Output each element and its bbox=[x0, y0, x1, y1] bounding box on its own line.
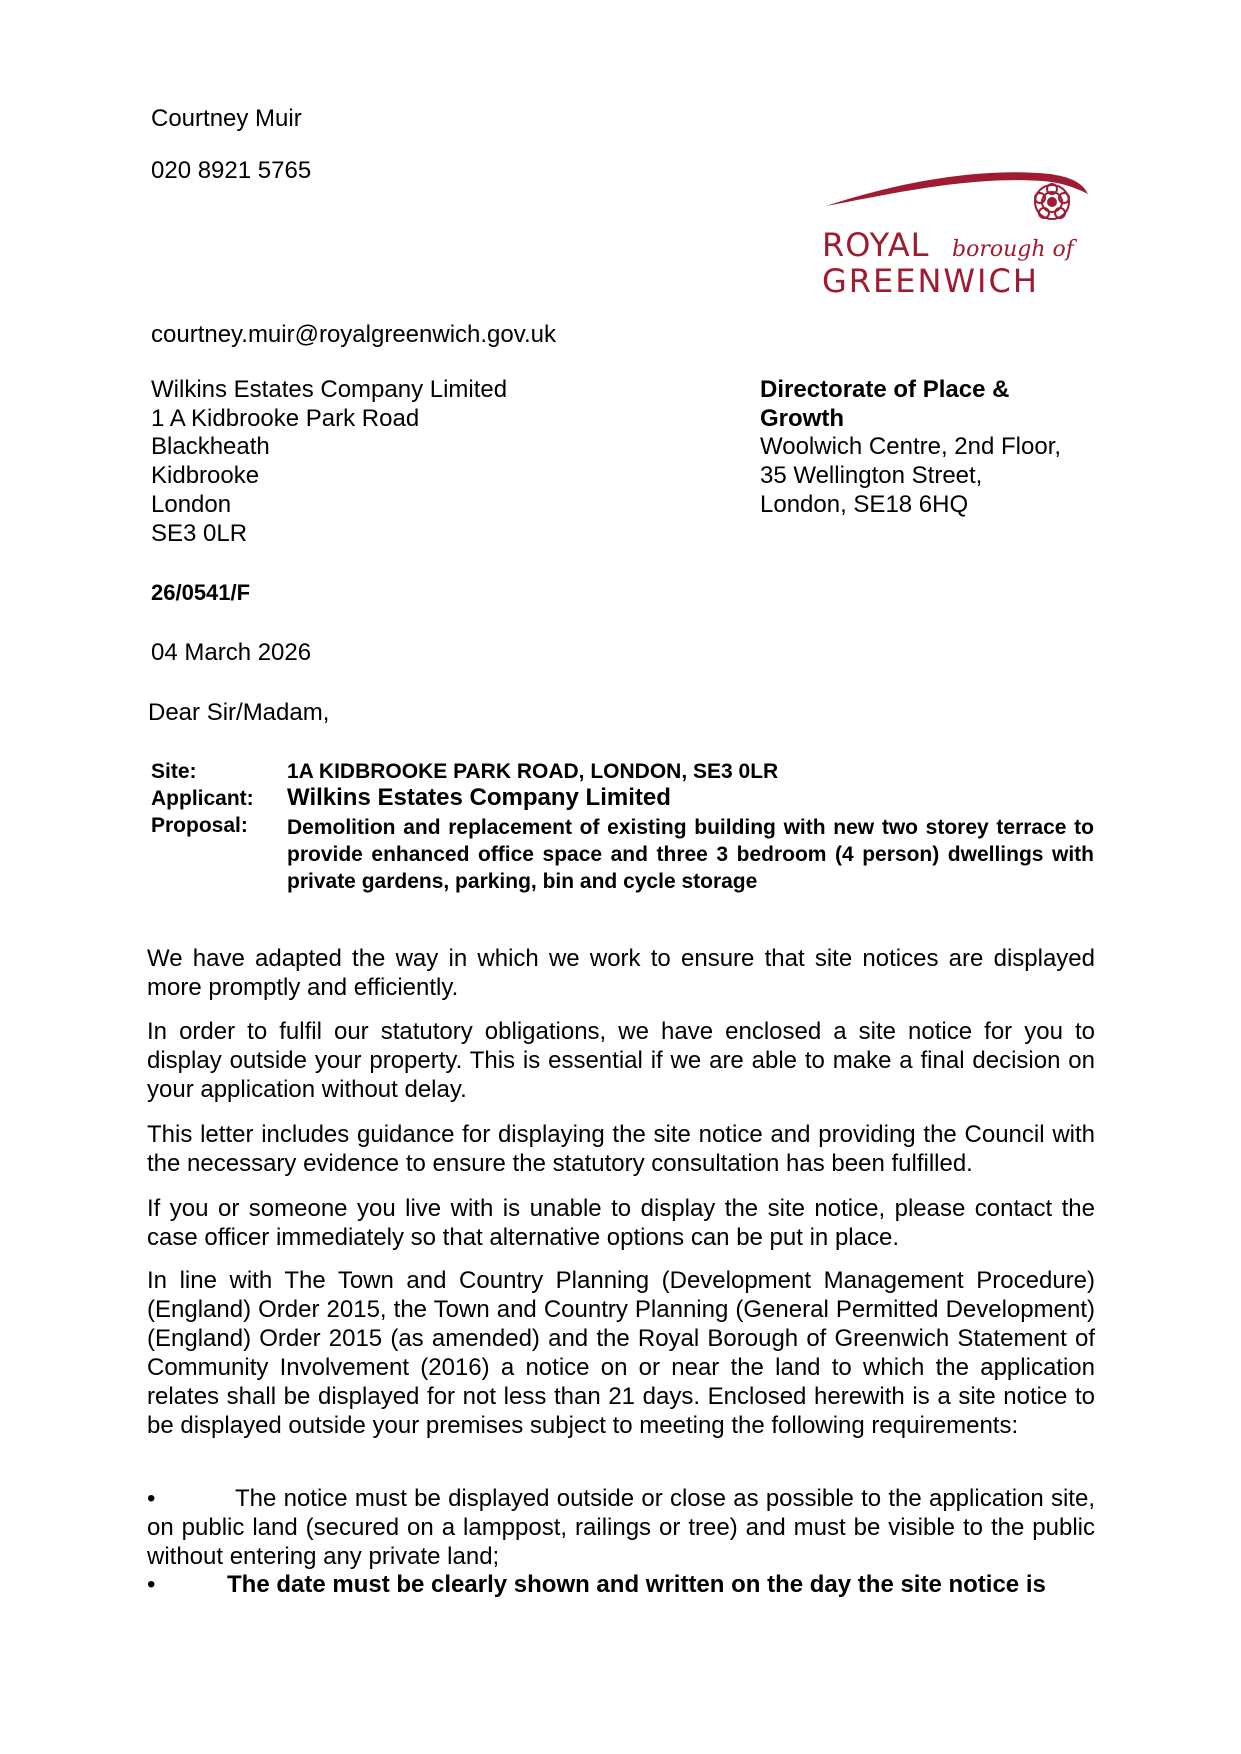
body-paragraph: In order to fulfil our statutory obligations, we have enclosed a site notice for you to display outside your property. This is essential if we are able to make a final decision on your application without delay. bbox=[147, 1018, 1095, 1103]
directorate-address bbox=[760, 376, 1080, 520]
directorate-address-line: Woolwich Centre, 2nd Floor, bbox=[760, 433, 1062, 461]
contact-name: Courtney Muir bbox=[151, 105, 302, 132]
applicant-value: Wilkins Estates Company Limited bbox=[287, 784, 671, 811]
proposal-value: Demolition and replacement of existing building with new two storey terrace to provide enhanced office space and three 3 bedroom (4 person) dwellings with private gardens, parking, bin and cycle storage bbox=[287, 816, 1094, 893]
proposal-label: Proposal: bbox=[151, 814, 248, 837]
body-paragraph: We have adapted the way in which we work to ensure that site notices are displayed more promptly and efficiently. bbox=[147, 945, 1095, 1001]
tudor-rose-icon bbox=[1035, 184, 1069, 219]
site-value: 1A KIDBROOKE PARK ROAD, LONDON, SE3 0LR bbox=[287, 760, 779, 783]
logo-royal-text: ROYAL bbox=[822, 226, 930, 264]
letter-date: 04 March 2026 bbox=[151, 639, 312, 666]
directorate-title: Directorate of Place & bbox=[760, 376, 1010, 403]
contact-email: courtney.muir@royalgreenwich.gov.uk bbox=[151, 321, 556, 348]
recipient-line: Blackheath bbox=[151, 433, 270, 461]
directorate-address-line: 35 Wellington Street, bbox=[760, 462, 983, 490]
contact-phone: 020 8921 5765 bbox=[151, 157, 312, 184]
bullet-item bbox=[147, 1570, 1095, 1599]
directorate-title: Growth bbox=[760, 404, 844, 432]
recipient-line: 1 A Kidbrooke Park Road bbox=[151, 404, 420, 432]
applicant-label: Applicant: bbox=[151, 787, 254, 810]
bullet-icon: • bbox=[147, 1571, 156, 1598]
directorate-address-line: London, SE18 6HQ bbox=[760, 490, 969, 518]
bullet-text: The notice must be displayed outside or close as possible to the application site, on public land (secured on a lamppost, railings or tree) and must be visible to the public without entering any private land; bbox=[147, 1485, 1095, 1570]
salutation: Dear Sir/Madam, bbox=[148, 699, 330, 726]
royal-greenwich-logo bbox=[820, 168, 1092, 296]
logo-greenwich-text: GREENWICH bbox=[822, 262, 1039, 296]
bullet-item bbox=[147, 1484, 1095, 1571]
recipient-line: Wilkins Estates Company Limited bbox=[151, 376, 508, 403]
body-paragraph: In line with The Town and Country Planning (Development Management Procedure) (England) Order 2015, the Town and Country Planning (General Permitted Development) (England) Order 2015 (as amended) and the Royal Borough of Greenwich Statement of Community Involvement (2016) a notice on or near the land to which the application relates shall be displayed for not less than 21 days. Enclosed herewith is a site notice to be displayed outside your premises subject to meeting the following requirements: bbox=[147, 1267, 1095, 1439]
application-reference: 26/0541/F bbox=[151, 580, 251, 605]
recipient-line: London bbox=[151, 490, 232, 518]
bullet-icon: • bbox=[147, 1485, 156, 1512]
body-paragraph: If you or someone you live with is unable to display the site notice, please contact the case officer immediately so that alternative options can be put in place. bbox=[147, 1195, 1095, 1251]
recipient-line: Kidbrooke bbox=[151, 462, 260, 490]
bullet-text: The date must be clearly shown and written on the day the site notice is bbox=[227, 1571, 1046, 1598]
recipient-line: SE3 0LR bbox=[151, 519, 248, 547]
recipient-address bbox=[151, 376, 507, 548]
logo-graphic bbox=[820, 168, 1092, 296]
logo-borough-text: borough of bbox=[952, 237, 1074, 262]
body-paragraph: This letter includes guidance for displaying the site notice and providing the Council with the necessary evidence to ensure the statutory consultation has been fulfilled. bbox=[147, 1121, 1095, 1177]
site-label: Site: bbox=[151, 760, 197, 783]
